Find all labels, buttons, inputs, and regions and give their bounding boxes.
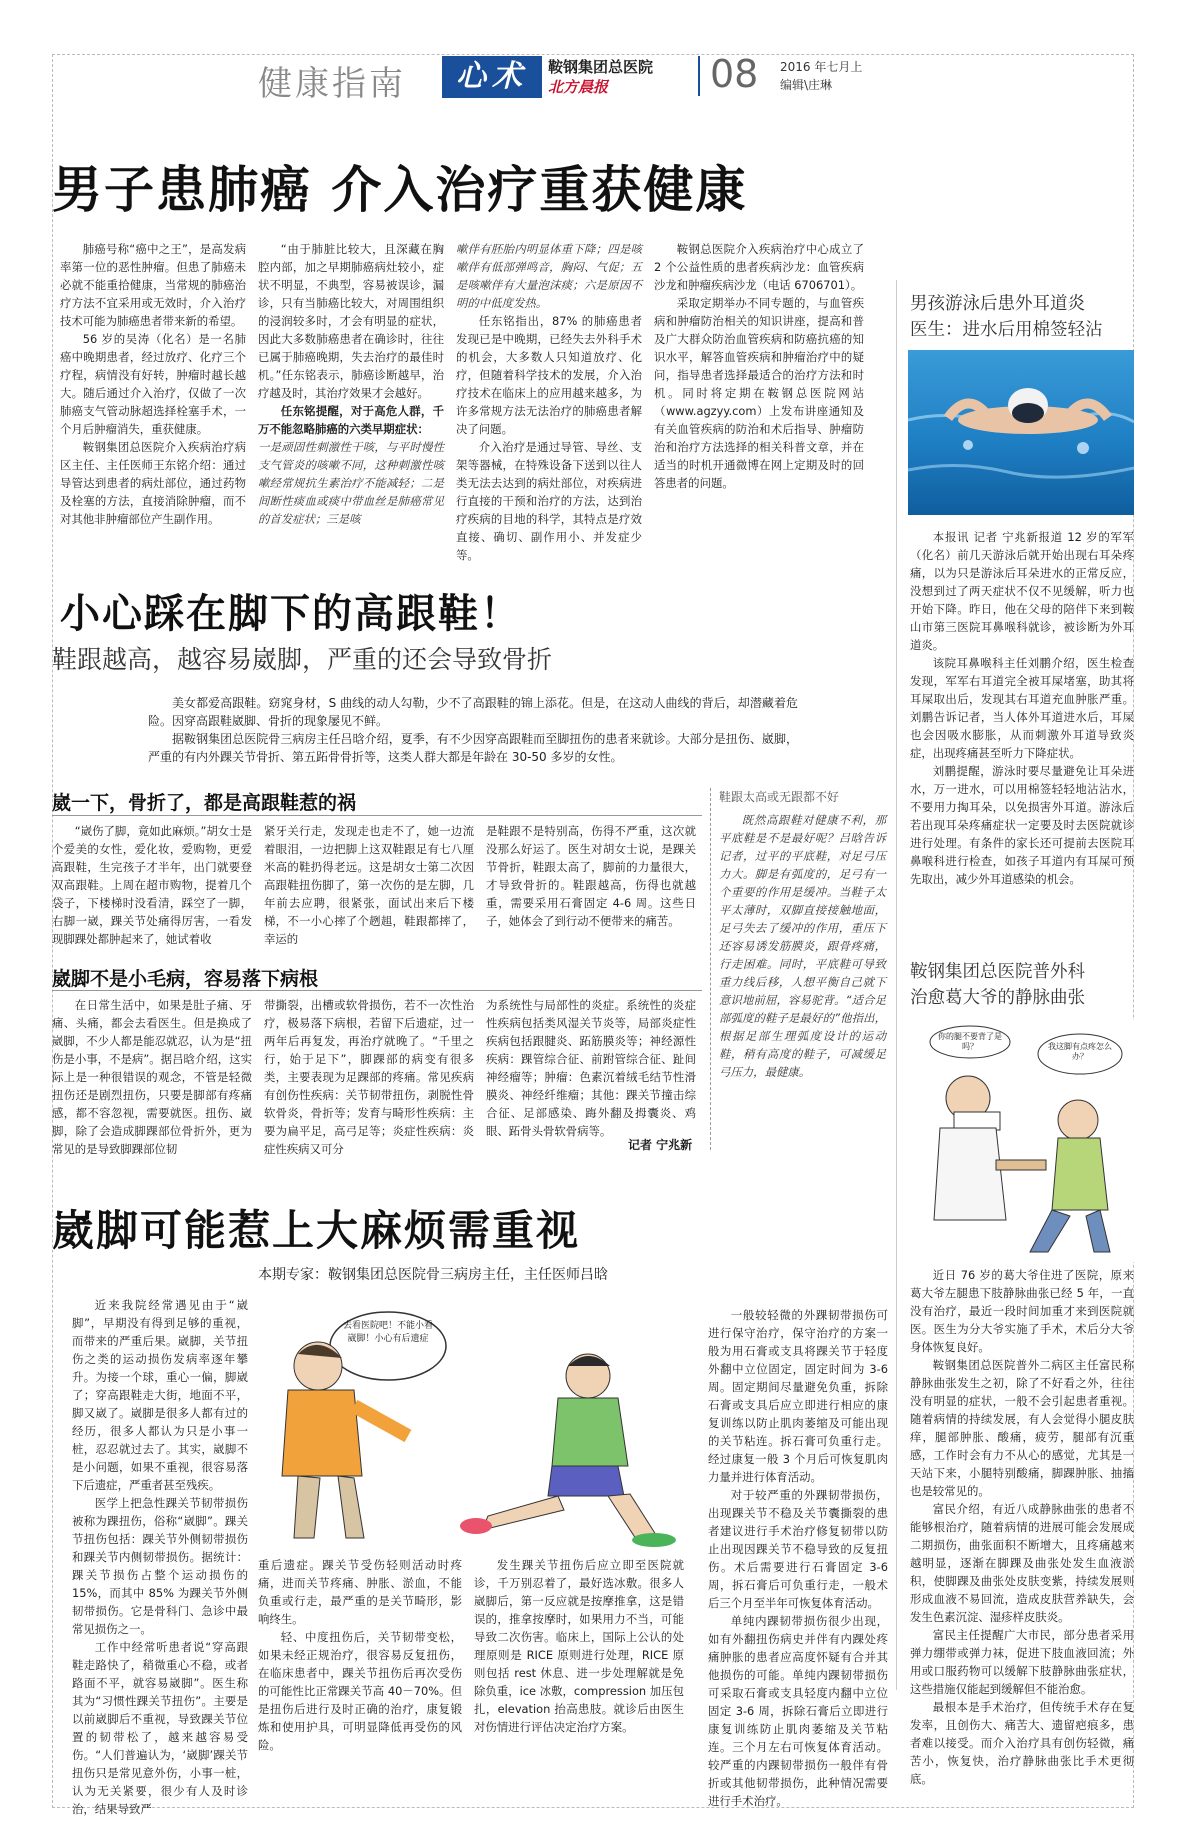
article3-expert: 本期专家：鞍钢集团总医院骨三病房主任，主任医师吕晗 <box>258 1267 608 1283</box>
paragraph: 本报讯 记者 宁兆新报道 12 岁的军军（化名）前几天游泳后就开始出现右耳朵疼痛，以为只是游泳后耳朵进水的正常反应，没想到过了两天症状不仅不见缓解，听力也开始下降。昨日，他在父母的陪伴下来到鞍山市第三医院耳鼻喉科就诊，被诊断为外耳道炎。 <box>910 530 1134 652</box>
paragraph: 富民介绍，有近八成静脉曲张的患者不能够根治疗，随着病情的进展可能会发展成二期损伤，曲张面积不断增大，且疼痛越来越明显，逐渐在脚踝及曲张处发生血液淤积，使脚踝及曲张处皮肤变紫，持续发展则形成血液不易回流，造成皮肤营养缺失，会发生色素沉淀、湿疹样皮肤炎。 <box>910 1502 1134 1624</box>
sidebar1-title-1: 男孩游泳后患外耳道炎 <box>910 294 1085 314</box>
paragraph: 肺癌号称“癌中之王”，是高发病率第一位的恶性肿瘤。但患了肺癌未必就不能重拾健康，当常规的肺癌治疗方法不宜采用或无效时，介入治疗技术可能为肺癌患者带来新的希望。 <box>60 242 246 328</box>
masthead <box>52 54 1134 102</box>
cartoon-bubble-right: 我这脚有点疼怎么办？ <box>1048 1042 1112 1061</box>
paragraph: 美女都爱高跟鞋。窈窕身材，S 曲线的动人勾勒，少不了高跟鞋的锦上添花。但是，在这动人曲线的背后，却潜藏着危险。因穿高跟鞋崴脚、骨折的现象屡见不鲜。 <box>148 696 798 728</box>
side-box-title: 鞋跟太高或无跟都不好 <box>719 790 840 804</box>
cartoon-bubble: 去看医院吧！不能小看崴脚！小心有后遗症 <box>342 1321 433 1344</box>
paper-name: 北方晨报 <box>548 78 609 96</box>
ankle-cartoon <box>258 1306 698 1550</box>
issue-date: 2016 年七月上 <box>780 60 863 74</box>
paragraph: 鞍钢集团总医院介入疾病治疗病区主任、主任医师王东铭介绍：通过导管达到患者的病灶部位，通过药物及栓塞的方法，直接消除肿瘤，而不对其他非肿瘤部位产生副作用。 <box>60 440 246 526</box>
paragraph: 任东铭指出，87% 的肺癌患者发现已是中晚期，已经失去外科手术的机会，大多数人只知道放疗、化疗，但随着科学技术的发展，介入治疗技术在临床上的应用越来越多，为许多常规方法无法治疗的肺癌患者解决了问题。 <box>456 314 642 436</box>
paragraph: 工作中经常听患者说“穿高跟鞋走路快了，稍微重心不稳，或者路面不平，就容易崴脚”。医生称其为“习惯性踝关节扭伤”。主要是以前崴脚后不重视，导致踝关节位置的韧带松了，越来越容易受伤。“人们普遍认为，‘崴脚’踝关节扭伤只是常见意外伤，小事一桩，认为无关紧要，很少有人及时诊治，结果导致严 <box>72 1640 248 1816</box>
article2-lede <box>148 694 798 768</box>
paragraph: 紧牙关行走，发现走也走不了，她一边流着眼泪，一边把脚上这双鞋跟足有七八厘米高的鞋扔得老远。这是胡女士第二次因高跟鞋扭伤脚了，第一次伤的是左脚，几年前去应聘，很紧张，面试出来后下楼梯，不一小心摔了个趔趄，鞋跟都摔了，幸运的 <box>264 824 474 946</box>
paragraph: 56 岁的吴涛（化名）是一名肺癌中晚期患者，经过放疗、化疗三个疗程，病情没有好转，肿瘤时越长越大。随后通过介入治疗，仅做了一次肺癌支气管动脉超选择栓塞手术，一个月后肿瘤消失，重获健康。 <box>60 332 246 436</box>
article1-col3 <box>456 240 642 562</box>
article1-title: 男子患肺癌 介入治疗重获健康 <box>52 161 748 219</box>
article1-col2 <box>258 240 444 540</box>
article2-h2-col1 <box>52 996 252 1156</box>
article2-subtitle: 鞋跟越高，越容易崴脚，严重的还会导致骨折 <box>52 645 553 674</box>
swimmer-photo <box>908 350 1134 515</box>
paragraph: 最根本是手术治疗，但传统手术存在复发率，且创伤大、痛苦大、遗留疤痕多，患者难以接受。而介入治疗具有创伤轻微，痛苦小，恢复快，治疗静脉曲张比手术更彻底。 <box>910 1700 1134 1786</box>
masthead-divider <box>698 56 700 96</box>
page-number: 08 <box>710 52 759 96</box>
sidebar1-body <box>910 528 1134 894</box>
paragraph: “崴伤了脚，竟如此麻烦。”胡女士是个爱美的女性，爱化妆，爱购物，更爱高跟鞋，生完孩子才半年，出门就要登双高跟鞋。上周在超市购物，提着几个袋子，下楼梯时没看清，踩空了一脚，右脚一崴，踝关节处痛得厉害，一看发现脚踝处都肿起来了，她试着收 <box>52 824 252 946</box>
article2-heading-2: 崴脚不是小毛病，容易落下病根 <box>52 968 319 990</box>
paragraph: 介入治疗是通过导管、导丝、支架等器械，在特殊设备下送到以往人类无法去达到的病灶部位，对疾病进行直接的干预和治疗的方法，达到治疗疾病的目地的科学，其特点是疗效直接、确切、副作用小、并发症少等。 <box>456 440 642 562</box>
article3-col2 <box>258 1556 462 1752</box>
paragraph-bold: 任东铭提醒，对于高危人群，千万不能忽略肺癌的六类早期症状： <box>258 404 444 436</box>
paragraph: 鞍钢集团总医院普外二病区主任富民称静脉曲张发生之初，除了不好看之外，往往没有明显的症状，一般不会引起患者重视。随着病情的持续发展，有人会觉得小腿皮肤痒，腿部肿胀、酸痛，疲劳，腿部有沉重感，工作时会有力不从心的感觉，尤其是一天站下来，小腿特别酸痛，脚踝肿胀、抽搐也是较常见的。 <box>910 1358 1134 1498</box>
article3-col3 <box>474 1556 684 1734</box>
paragraph: 为系统性与局部性的炎症。系统性的炎症性疾病包括类风湿关节炎等，局部炎症性疾病包括跟腱炎、跖筋膜炎等；神经源性疾病：踝管综合征、前跗管综合征、趾间神经瘤等；肿瘤：色素沉着绒毛结节性滑膜炎、神经纤维瘤；其他：踝关节撞击综合征、足部感染、踇外翻及拇囊炎、鸡眼、跖骨头骨软骨病等。 <box>486 998 696 1138</box>
article3-title: 崴脚可能惹上大麻烦需重视 <box>52 1206 581 1255</box>
paragraph: 刘鹏提醒，游泳时要尽量避免让耳朵进水，万一进水，可以用棉签轻轻地沾沾水，不要用力掏耳朵，以免损害外耳道。游泳后若出现耳朵疼痛症状一定要及时去医院就诊进行处理。有条件的家长还可提前去医院耳鼻喉科进行检查，如孩子耳道内有耳屎可预先取出，减少外耳道感染的机会。 <box>910 764 1134 886</box>
paragraph: 发生踝关节扭伤后应立即至医院就诊，千万别忍着了，最好选冰敷。很多人崴脚后，第一反应就是按摩推拿，这是错误的，推拿按摩时，如果用力不当，可能导致二次伤害。临床上，国际上公认的处理原则是 RICE 原则进行处理，RICE 原则包括 rest 休息、进一步处理解就是免除负重，ice 冰敷，compression 加压包扎，elevation 抬高患肢。就诊后由医生对伤情进行评估决定治疗方案。 <box>474 1558 684 1734</box>
heading-rule <box>52 990 702 991</box>
heading-rule <box>52 815 702 816</box>
doctor-cartoon <box>910 1020 1134 1262</box>
logo-mark: 心术 <box>442 56 542 98</box>
article2-h1-col3 <box>486 822 696 962</box>
sidebar2-title-2: 治愈葛大爷的静脉曲张 <box>910 988 1085 1008</box>
column-divider <box>896 280 897 1690</box>
paragraph: 据鞍钢集团总医院骨三病房主任吕晗介绍，夏季，有不少因穿高跟鞋而至脚扭伤的患者来就诊。大部分是扭伤、崴脚，严重的有内外踝关节骨折、第五跖骨骨折等，这类人群大都是年龄在 30-50 多岁的女性。 <box>148 732 798 764</box>
sidebar2-body <box>910 1266 1134 1786</box>
paragraph: 单纯内踝韧带损伤很少出现，如有外翻扭伤病史并伴有内踝处疼痛肿胀的患者应高度怀疑有合并其他损伤的可能。单纯内踝韧带损伤可采取石膏或支具轻度内翻中立位固定 3-6 周，拆除石膏后立即进行康复训练防止肌肉萎缩及关节粘连。三个月左右可恢复体育活动。较严重的内踝韧带损伤一般伴有骨折或其他韧带损伤，此种情况需要进行手术治疗。 <box>708 1614 888 1808</box>
side-box-body: 既然高跟鞋对健康不利，那平底鞋是不是最好呢？吕晗告诉记者，过平的平底鞋，对足弓压力大。脚是有弧度的，足弓有一个重要的作用是缓冲。当鞋子太平太薄时，双脚直接接触地面，足弓失去了缓冲的作用，重压下还容易诱发筋膜炎，跟骨疼痛，行走困难。同时，平底鞋可导致重力线后移，人想平衡自己就下意识地前屈，容易驼背。“适合足部弧度的鞋子是最好的”他指出，根据足部生理弧度设计的运动鞋，稍有高度的鞋子，可减缓足弓压力，最健康。 <box>719 813 886 1079</box>
paragraph: 对于较严重的外踝韧带损伤，出现踝关节不稳及关节囊撕裂的患者建议进行手术治疗修复韧带以防止出现因踝关节不稳导致的反复扭伤。术后需要进行石膏固定 3-6 周，拆石膏后可负重行走，一般术后三个月至半年可恢复体育活动。 <box>708 1488 888 1610</box>
article1-col4 <box>654 240 864 540</box>
paragraph: 富民主任提醒广大市民，部分患者采用弹力绷带或弹力袜，促进下肢血液回流；外用或口服药物可以缓解下肢静脉曲张症状，这些措施仅能起到缓解但不能治愈。 <box>910 1628 1134 1696</box>
paragraph: 带撕裂，出槽或软骨损伤，若不一次性治疗，极易落下病根，若留下后遗症，过一两年后再复发，再治疗就晚了。“千里之行，始于足下”，脚踝部的病变有很多类，主要表现为足踝部的疼痛。常见疾病有创伤性疾病：关节韧带扭伤，剥脱性骨软骨炎，骨折等；发育与畸形性疾病：主要为扁平足，高弓足等；炎症性疾病：炎症性疾病又可分 <box>264 998 474 1156</box>
paragraph: 近来我院经常遇见由于“崴脚”，早期没有得到足够的重视，而带来的严重后果。崴脚，关节扭伤之类的运动损伤发病率逐年攀升。为接一个球，重心一偏，脚崴了；穿高跟鞋走大街，地面不平，脚又崴了。崴脚是很多人都有过的经历，很多人都认为只是小事一桩，忍忍就过去了。其实，崴脚不是小问题，如果不重视，很容易落下后遗症，严重者甚至残疾。 <box>72 1298 248 1492</box>
article2-title: 小心踩在脚下的高跟鞋！ <box>60 591 522 637</box>
side-box <box>710 788 886 1150</box>
paragraph: “由于肺脏比较大，且深藏在胸腔内部，加之早期肺癌病灶较小，症状不明显，不典型，容易被误诊，漏诊，只有当肺癌比较大，对周围组织的浸润较多时，才会有明显的症状，因此大多数肺癌患者在确诊时，往往已属于肺癌晚期，失去治疗的最佳时机。”任东铭表示，肺癌诊断越早，治疗越及时，其治疗效果才会越好。 <box>258 242 444 400</box>
sidebar2-title-1: 鞍钢集团总医院普外科 <box>910 962 1085 982</box>
sidebar1-title-2: 医生：进水后用棉签轻沾 <box>910 320 1103 340</box>
paragraph: 近日 76 岁的葛大爷住进了医院，原来葛大爷左腿患下肢静脉曲张已经 5 年，一直没有治疗，最近一段时间加重才来到医院就医。医生为分大爷实施了手术，术后分大爷身体恢复良好。 <box>910 1268 1134 1354</box>
editor: 编辑\庄琳 <box>780 78 833 92</box>
article2-heading-1: 崴一下，骨折了，都是高跟鞋惹的祸 <box>52 792 357 814</box>
paragraph: 轻、中度扭伤后，关节韧带变松，如果未经正规治疗，很容易反复扭伤，在临床患者中，踝关节扭伤后再次受伤的可能性比正常踝关节高 40－70%。但是扭伤后进行及时正确的治疗，康复锻炼和使用护具，可明显降低再受伤的风险。 <box>258 1630 462 1752</box>
section-name: 健康指南 <box>258 64 406 104</box>
article2-h2-col2 <box>264 996 474 1156</box>
article3-col4 <box>708 1306 888 1808</box>
article3-col1 <box>72 1296 248 1816</box>
paragraph: 采取定期举办不同专题的，与血管疾病和肿瘤防治相关的知识讲座，提高和普及广大群众防治血管疾病和防癌抗癌的知识水平，解答血管疾病和肿瘤治疗中的疑问，指导患者选择最适合的治疗方法和时机。同时将定期在鞍钢总医院网站（www.agzyy.com）上发布讲座通知及有关血管疾病的防治和术后指导、肿瘤防治和治疗方法选择的相关科普文章，并在适当的时机开通微博在网上定期及时的回答患者的问题。 <box>654 296 864 490</box>
paragraph: 鞍钢总医院介入疾病治疗中心成立了 2 个公益性质的患者疾病沙龙：血管疾病沙龙和肿瘤疾病沙龙（电话 6706701）。 <box>654 242 864 292</box>
swimmer-icon <box>908 350 1134 515</box>
paragraph: 一般较轻微的外踝韧带损伤可进行保守治疗，保守治疗的方案一般为用石膏或支具将踝关节于轻度外翻中立位固定，固定时间为 3-6 周。固定期间尽量避免负重，拆除石膏或支具后应立即进行相应的康复训练以防止肌肉萎缩及可能出现的关节粘连。拆石膏可负重行走。经过康复一般 3 个月后可恢复肌肉力量并进行体育活动。 <box>708 1308 888 1484</box>
paragraph: 医学上把急性踝关节韧带损伤被称为踝扭伤，俗称“崴脚”。踝关节扭伤包括：踝关节外侧韧带损伤和踝关节内侧韧带损伤。据统计：踝关节损伤占整个运动损伤的 15%，而其中 85% 为踝关节外侧韧带损伤。它是骨科门、急诊中最常见损伤之一。 <box>72 1496 248 1636</box>
cartoon-bubble-left: 你的腿不要背了是吗？ <box>938 1032 1002 1051</box>
article2-h2-col3 <box>486 996 696 1136</box>
paragraph-italic: 嗽伴有胚胎内明显体重下降；四是咳嗽伴有低部弹鸣音，胸闷、气促；五是咳嗽伴有大量泡沫痰；六是原因不明的中低度发热。 <box>456 242 642 310</box>
paragraph: 在日常生活中，如果是肚子痛、牙痛、头痛，都会去看医生。但是换成了崴脚，不少人都是能忍就忍，认为是“扭伤是小事，不是病”。据吕晗介绍，这实际上是一种很错误的观念，不管是轻微扭伤还是剧烈扭伤，只要是脚部有疼痛感，都不容忽视，需要就医。扭伤、崴脚，除了会造成脚踝部位骨折外，更为常见的是导致脚踝部位韧 <box>52 998 252 1156</box>
article1-col1 <box>60 240 246 540</box>
paragraph: 重后遗症。踝关节受伤轻则活动时疼痛，进而关节疼痛、肿胀、淤血，不能负重或行走，最严重的是关节畸形，影响终生。 <box>258 1558 462 1626</box>
article2-h1-col1 <box>52 822 252 962</box>
hospital-name: 鞍钢集团总医院 <box>548 58 654 76</box>
byline: 记者 宁兆新 <box>628 1138 693 1152</box>
sprained-ankle-icon <box>258 1306 698 1550</box>
paragraph: 是鞋跟不是特别高，伤得不严重，这次就没那么好运了。医生对胡女士说，是踝关节骨折，鞋跟太高了，脚前的力量很大，才导致骨折的。鞋跟越高，伤得也就越重，需要采用石膏固定 4-6 周。这些日子，她体会了到行动不便带来的痛苦。 <box>486 824 696 928</box>
article2-h1-col2 <box>264 822 474 962</box>
paragraph-italic: 一是顽固性刺激性干咳，与平时慢性支气管炎的咳嗽不同，这种刺激性咳嗽经常规抗生素治疗不能减轻；二是间断性痰血或痰中带血丝是肺癌常见的首发症状；三是咳 <box>258 440 444 526</box>
paragraph: 该院耳鼻喉科主任刘鹏介绍，医生检查发现，军军右耳道完全被耳屎堵塞，助其将耳屎取出后，发现其右耳道充血肿胀严重。刘鹏告诉记者，当人体外耳道进水后，耳屎也会因吸水膨胀，从而刺激外耳道导致炎症，出现疼痛甚至听力下降症状。 <box>910 656 1134 760</box>
